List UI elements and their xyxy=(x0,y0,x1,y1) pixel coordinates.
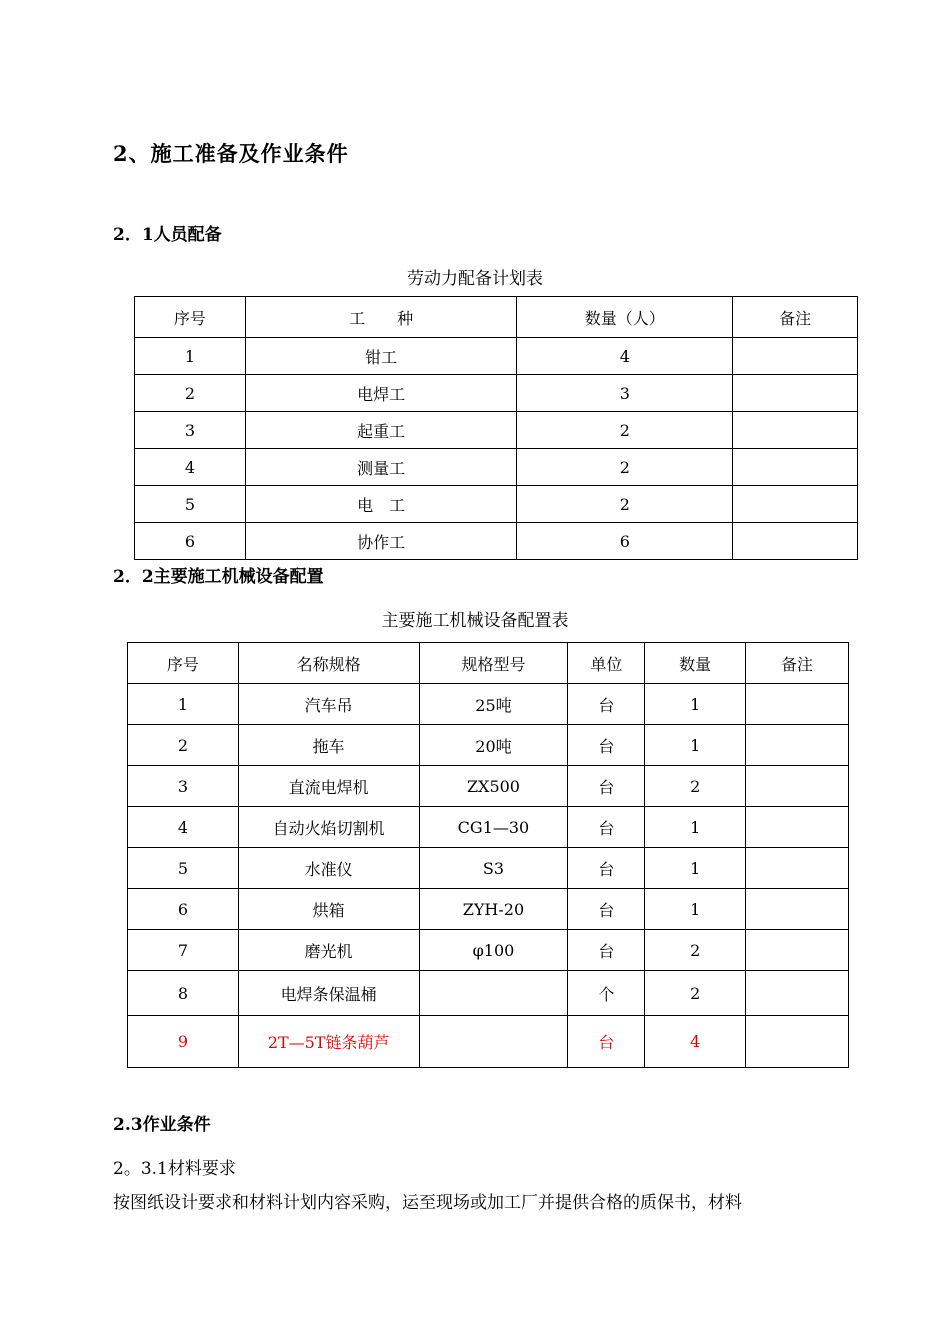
table-cell xyxy=(733,486,858,523)
table-cell: 6 xyxy=(128,889,239,930)
table-cell xyxy=(746,930,849,971)
table-cell xyxy=(733,338,858,375)
table-cell: 25吨 xyxy=(419,684,568,725)
table-cell: 6 xyxy=(517,523,733,560)
header-cell: 备注 xyxy=(746,643,849,684)
table-cell: 个 xyxy=(568,971,645,1016)
table-cell: ZYH-20 xyxy=(419,889,568,930)
table-cell: 起重工 xyxy=(245,412,517,449)
body-paragraph: 按图纸设计要求和材料计划内容采购，运至现场或加工厂并提供合格的质保书，材料 xyxy=(113,1193,742,1213)
table-row xyxy=(128,807,849,848)
sub-heading-2-3-1: 2。3.1材料要求 xyxy=(113,1159,236,1179)
table-row xyxy=(128,971,849,1016)
table-cell: 8 xyxy=(128,971,239,1016)
header-cell: 序号 xyxy=(128,643,239,684)
table-row xyxy=(128,684,849,725)
table-cell xyxy=(733,412,858,449)
table-cell xyxy=(419,1016,568,1068)
table-header-row xyxy=(128,643,849,684)
table-cell: 测量工 xyxy=(245,449,517,486)
table-cell: CG1—30 xyxy=(419,807,568,848)
header-cell: 序号 xyxy=(135,297,246,338)
table-cell: 直流电焊机 xyxy=(238,766,419,807)
table-cell: 3 xyxy=(517,375,733,412)
table-cell: S3 xyxy=(419,848,568,889)
table-header-row xyxy=(135,297,858,338)
section-title: 2、施工准备及作业条件 xyxy=(113,141,349,166)
heading-2-2: 2．2主要施工机械设备配置 xyxy=(113,567,324,587)
labor-table-caption: 劳动力配备计划表 xyxy=(407,269,543,289)
table-cell xyxy=(746,766,849,807)
table-cell xyxy=(746,807,849,848)
table-cell: 协作工 xyxy=(245,523,517,560)
table-cell: 2 xyxy=(128,725,239,766)
table-cell: 1 xyxy=(645,889,746,930)
table-cell xyxy=(733,523,858,560)
table-cell: 烘箱 xyxy=(238,889,419,930)
table-cell: 台 xyxy=(568,725,645,766)
table-cell: 2 xyxy=(645,930,746,971)
table-cell: 拖车 xyxy=(238,725,419,766)
table-cell: 电焊条保温桶 xyxy=(238,971,419,1016)
table-cell: 台 xyxy=(568,889,645,930)
table-cell xyxy=(733,449,858,486)
table-row xyxy=(135,412,858,449)
table-cell xyxy=(733,375,858,412)
table-cell: 电焊工 xyxy=(245,375,517,412)
table-cell: 2 xyxy=(517,449,733,486)
table-cell: φ100 xyxy=(419,930,568,971)
table-cell xyxy=(746,1016,849,1068)
table-cell: 1 xyxy=(135,338,246,375)
table-cell: 自动火焰切割机 xyxy=(238,807,419,848)
table-cell xyxy=(746,684,849,725)
header-cell: 单位 xyxy=(568,643,645,684)
table-row xyxy=(128,930,849,971)
table-row xyxy=(128,766,849,807)
table-cell: 台 xyxy=(568,1016,645,1068)
heading-2-3: 2.3作业条件 xyxy=(113,1115,211,1135)
header-cell: 备注 xyxy=(733,297,858,338)
table-row xyxy=(128,725,849,766)
table-cell: 2T—5T链条葫芦 xyxy=(238,1016,419,1068)
equipment-table-caption: 主要施工机械设备配置表 xyxy=(381,611,569,631)
header-cell: 数量（人） xyxy=(517,297,733,338)
table-cell: 汽车吊 xyxy=(238,684,419,725)
header-cell: 规格型号 xyxy=(419,643,568,684)
table-cell: 4 xyxy=(645,1016,746,1068)
table-cell: 台 xyxy=(568,807,645,848)
table-cell: 台 xyxy=(568,684,645,725)
table-cell: 台 xyxy=(568,848,645,889)
table-cell: 台 xyxy=(568,930,645,971)
table-cell: 2 xyxy=(517,412,733,449)
labor-plan-table xyxy=(134,296,858,560)
table-row xyxy=(128,848,849,889)
table-cell: 水准仪 xyxy=(238,848,419,889)
table-cell: 4 xyxy=(135,449,246,486)
table-cell: 电 工 xyxy=(245,486,517,523)
header-cell: 工 种 xyxy=(245,297,517,338)
table-cell: 台 xyxy=(568,766,645,807)
table-row xyxy=(135,523,858,560)
table-cell: 6 xyxy=(135,523,246,560)
header-cell: 名称规格 xyxy=(238,643,419,684)
table-cell: 2 xyxy=(645,971,746,1016)
heading-2-1: 2．1人员配备 xyxy=(113,225,222,245)
table-cell: 1 xyxy=(645,848,746,889)
table-cell: 3 xyxy=(135,412,246,449)
table-cell: 20吨 xyxy=(419,725,568,766)
table-cell xyxy=(419,971,568,1016)
table-cell: 2 xyxy=(517,486,733,523)
table-cell: 1 xyxy=(645,807,746,848)
table-cell xyxy=(746,725,849,766)
table-cell xyxy=(746,889,849,930)
table-cell: 5 xyxy=(135,486,246,523)
table-cell xyxy=(746,971,849,1016)
table-cell: 4 xyxy=(128,807,239,848)
table-cell: 9 xyxy=(128,1016,239,1068)
table-cell: 1 xyxy=(645,684,746,725)
table-row xyxy=(135,375,858,412)
table-cell: 7 xyxy=(128,930,239,971)
table-cell: 1 xyxy=(128,684,239,725)
table-cell: 5 xyxy=(128,848,239,889)
table-cell: 磨光机 xyxy=(238,930,419,971)
table-cell: 4 xyxy=(517,338,733,375)
equipment-table xyxy=(127,642,849,1068)
table-row-highlighted xyxy=(128,1016,849,1068)
table-row xyxy=(128,889,849,930)
table-row xyxy=(135,486,858,523)
table-row xyxy=(135,338,858,375)
table-cell: 3 xyxy=(128,766,239,807)
header-cell: 数量 xyxy=(645,643,746,684)
table-cell: 2 xyxy=(645,766,746,807)
table-cell xyxy=(746,848,849,889)
table-cell: 1 xyxy=(645,725,746,766)
table-cell: 钳工 xyxy=(245,338,517,375)
table-cell: 2 xyxy=(135,375,246,412)
table-cell: ZX500 xyxy=(419,766,568,807)
table-row xyxy=(135,449,858,486)
